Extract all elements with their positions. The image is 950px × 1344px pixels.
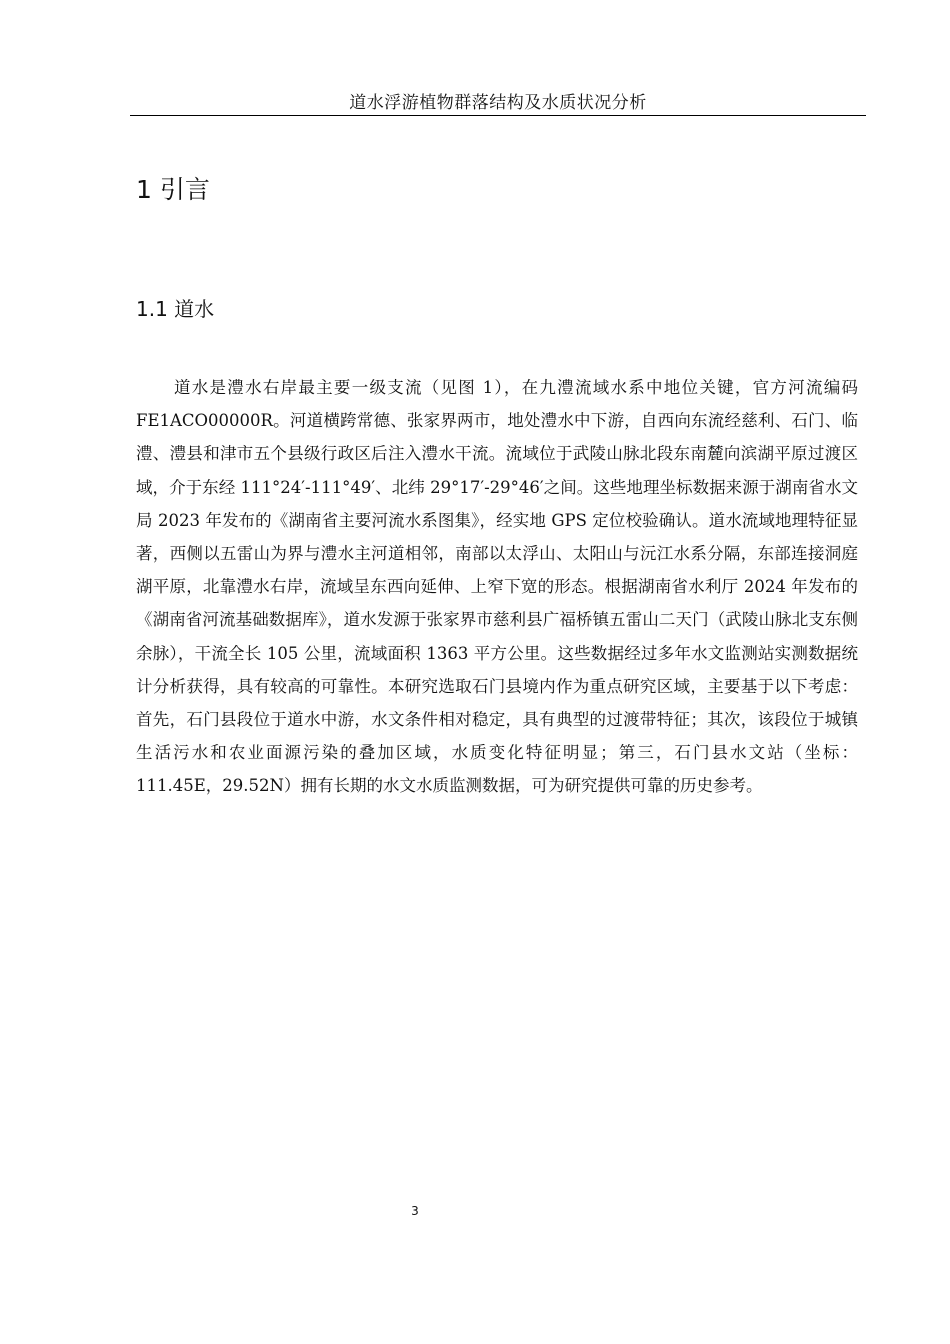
header-divider	[130, 115, 866, 116]
page-number: 3	[411, 1204, 419, 1218]
running-header-title: 道水浮游植物群落结构及水质状况分析	[349, 93, 647, 113]
chapter-heading: 1 引言	[136, 175, 210, 204]
body-paragraph: 道水是澧水右岸最主要一级支流（见图 1），在九澧流域水系中地位关键，官方河流编码 FE1ACO00000R。河道横跨常德、张家界两市，地处澧水中下游，自西向东流经慈利、石门、临澧、澧县和津市五个县级行政区后注入澧水干流。流域位于武陵山脉北段东南麓向滨湖平原过渡区域，介于东经 111°24′-111°49′、北纬 29°17′-29°46′之间。这些地理坐标数据来源于湖南省水文局 2023 年发布的《湖南省主要河流水系图集》，经实地 GPS 定位校验确认。道水流域地理特征显著，西侧以五雷山为界与澧水主河道相邻，南部以太浮山、太阳山与沅江水系分隔，东部连接洞庭湖平原，北靠澧水右岸，流域呈东西向延伸、上窄下宽的形态。根据湖南省水利厅 2024 年发布的《湖南省河流基础数据库》，道水发源于张家界市慈利县广福桥镇五雷山二天门（武陵山脉北支东侧余脉），干流全长 105 公里，流域面积 1363 平方公里。这些数据经过多年水文监测站实测数据统计分析获得，具有较高的可靠性。本研究选取石门县境内作为重点研究区域，主要基于以下考虑：首先，石门县段位于道水中游，水文条件相对稳定，具有典型的过渡带特征；其次，该段位于城镇生活污水和农业面源污染的叠加区域，水质变化特征明显；第三，石门县水文站（坐标：111.45E，29.52N）拥有长期的水文水质监测数据，可为研究提供可靠的历史参考。	[136, 378, 858, 796]
section-heading: 1.1 道水	[136, 297, 215, 321]
